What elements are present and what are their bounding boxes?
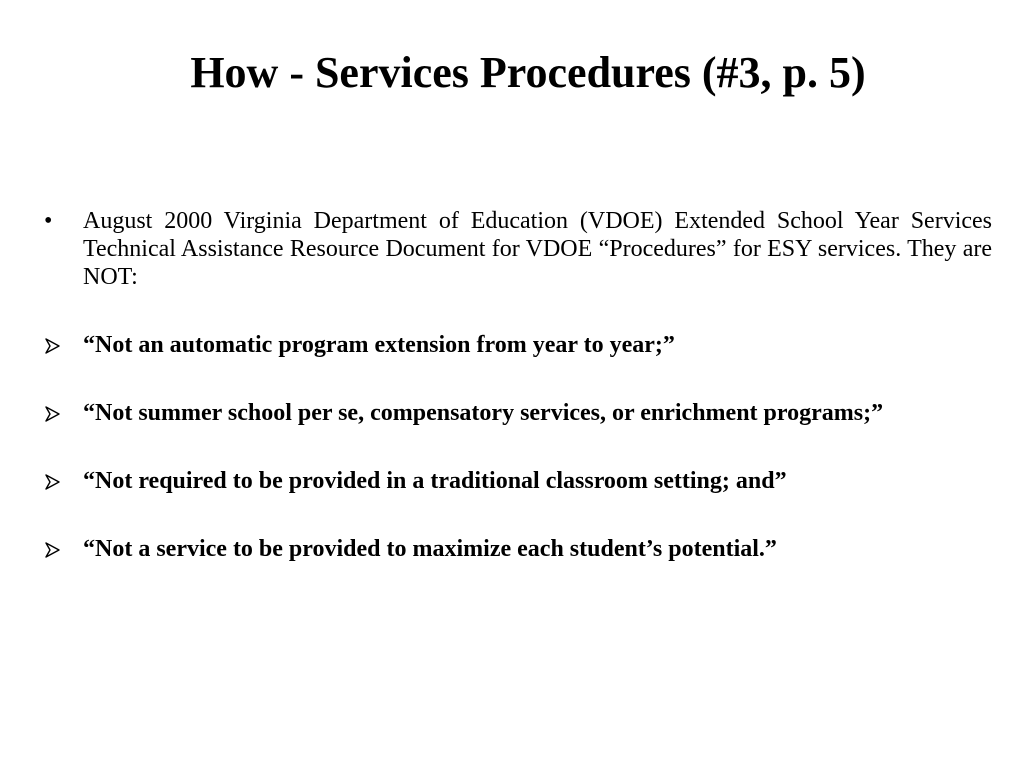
slide-title: How - Services Procedures (#3, p. 5) [190,48,866,97]
intro-text: August 2000 Virginia Department of Education (VDOE) Extended School Year Services Technical Assistance Resource Document for VDOE “Procedures” for ESY services. They are NOT: [83,208,992,290]
arrowhead-bullet-icon [44,474,60,490]
not-item-text: “Not summer school per se, compensatory services, or enrichment programs;” [83,400,884,426]
not-item-2 [44,399,992,427]
not-item-text: “Not a service to be provided to maximize each student’s potential.” [83,536,777,562]
arrowhead-bullet-icon [44,542,60,558]
bullet-dot: • [44,208,53,234]
slide-body [44,207,992,603]
not-item-3 [44,467,992,495]
not-item-1 [44,331,992,359]
arrowhead-bullet-icon [44,406,60,422]
not-item-text: “Not required to be provided in a traditional classroom setting; and” [83,468,787,494]
intro-bullet-item [44,207,992,291]
not-item-4 [44,535,992,563]
not-item-text: “Not an automatic program extension from year to year;” [83,332,675,358]
arrowhead-bullet-icon [44,338,60,354]
